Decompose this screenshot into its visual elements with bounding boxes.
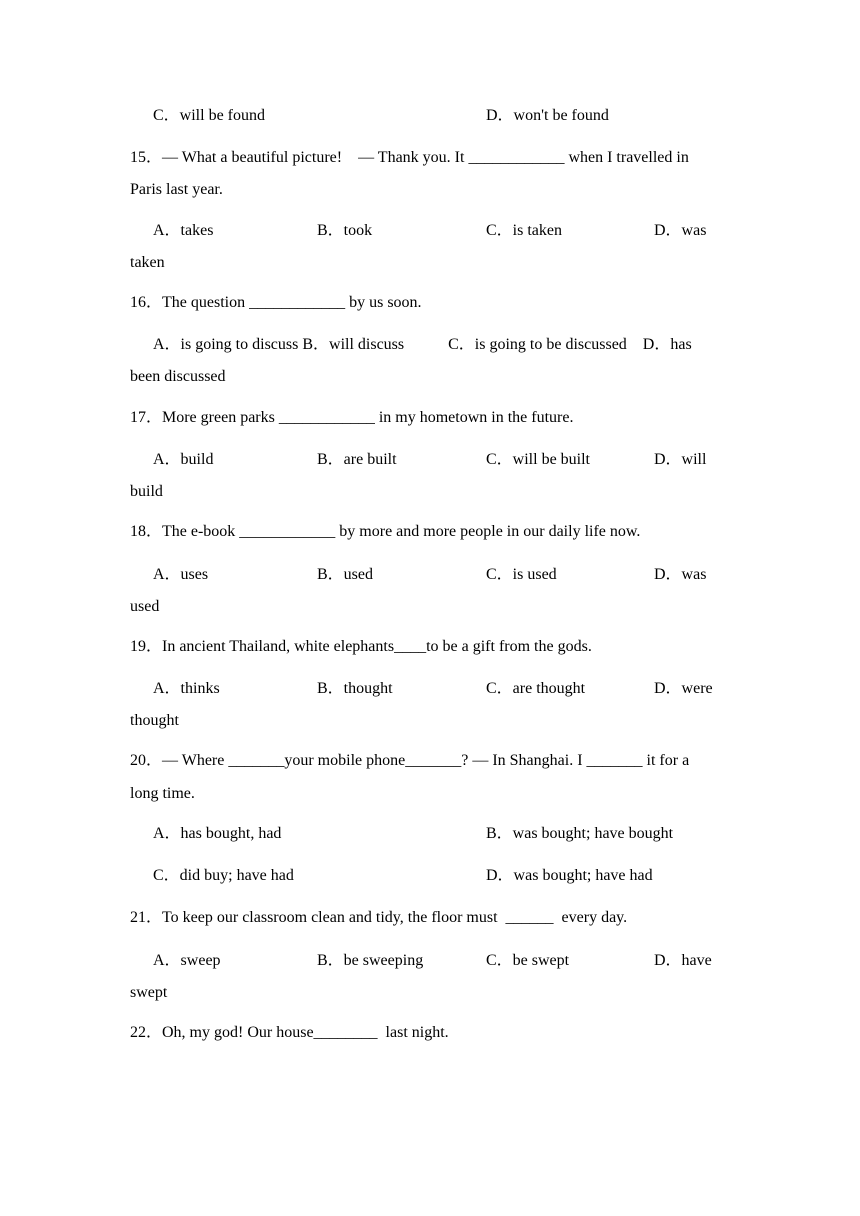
q18-option-a: A．uses: [153, 566, 209, 583]
q14-option-d: D．won't be found: [486, 107, 609, 124]
q20-option-c: C．did buy; have had: [153, 867, 294, 884]
q19-option-a: A．thinks: [153, 680, 220, 697]
q15-option-d: D．was: [654, 222, 707, 239]
q19-option-d: D．were: [654, 680, 713, 697]
q18-option-d: D．was: [654, 566, 707, 583]
q17-option-wrap: build: [130, 483, 163, 500]
q21-option-b: B．be sweeping: [317, 952, 424, 969]
q17-option-a: A．build: [153, 451, 214, 468]
q18-option-wrap: used: [130, 598, 160, 615]
q16-option-wrap: been discussed: [130, 368, 226, 385]
q14-option-c: C．will be found: [153, 107, 265, 124]
q21-option-a: A．sweep: [153, 952, 221, 969]
q21-option-wrap: swept: [130, 984, 168, 1001]
q21-option-c: C．be swept: [486, 952, 570, 969]
q16-options: A．is going to discuss B．will discuss C．is going to be discussed D．has: [153, 336, 692, 353]
q17-option-b: B．are built: [317, 451, 397, 468]
q20-stem-cont: long time.: [130, 785, 195, 802]
q17-stem: 17．More green parks ____________ in my hometown in the future.: [130, 409, 574, 426]
q21-option-d: D．have: [654, 952, 712, 969]
q18-option-b: B．used: [317, 566, 374, 583]
q15-stem: 15．— What a beautiful picture! — Thank you. It ____________ when I travelled in: [130, 149, 689, 166]
q20-stem: 20．— Where _______your mobile phone_______? — In Shanghai. I _______ it for a: [130, 752, 690, 769]
q22-stem: 22．Oh, my god! Our house________ last night.: [130, 1024, 449, 1041]
q20-option-b: B．was bought; have bought: [486, 825, 674, 842]
q15-option-a: A．takes: [153, 222, 214, 239]
q19-option-c: C．are thought: [486, 680, 586, 697]
q18-option-c: C．is used: [486, 566, 557, 583]
q19-option-b: B．thought: [317, 680, 393, 697]
q17-option-d: D．will: [654, 451, 707, 468]
q16-stem: 16．The question ____________ by us soon.: [130, 294, 422, 311]
q15-option-c: C．is taken: [486, 222, 562, 239]
q20-option-a: A．has bought, had: [153, 825, 282, 842]
q15-option-b: B．took: [317, 222, 373, 239]
q21-stem: 21．To keep our classroom clean and tidy, the floor must ______ every day.: [130, 909, 628, 926]
q19-option-wrap: thought: [130, 712, 179, 729]
q20-option-d: D．was bought; have had: [486, 867, 653, 884]
q18-stem: 18．The e-book ____________ by more and more people in our daily life now.: [130, 523, 641, 540]
q19-stem: 19．In ancient Thailand, white elephants____to be a gift from the gods.: [130, 638, 592, 655]
q15-option-wrap: taken: [130, 254, 165, 271]
q15-stem-cont: Paris last year.: [130, 181, 223, 198]
q17-option-c: C．will be built: [486, 451, 591, 468]
